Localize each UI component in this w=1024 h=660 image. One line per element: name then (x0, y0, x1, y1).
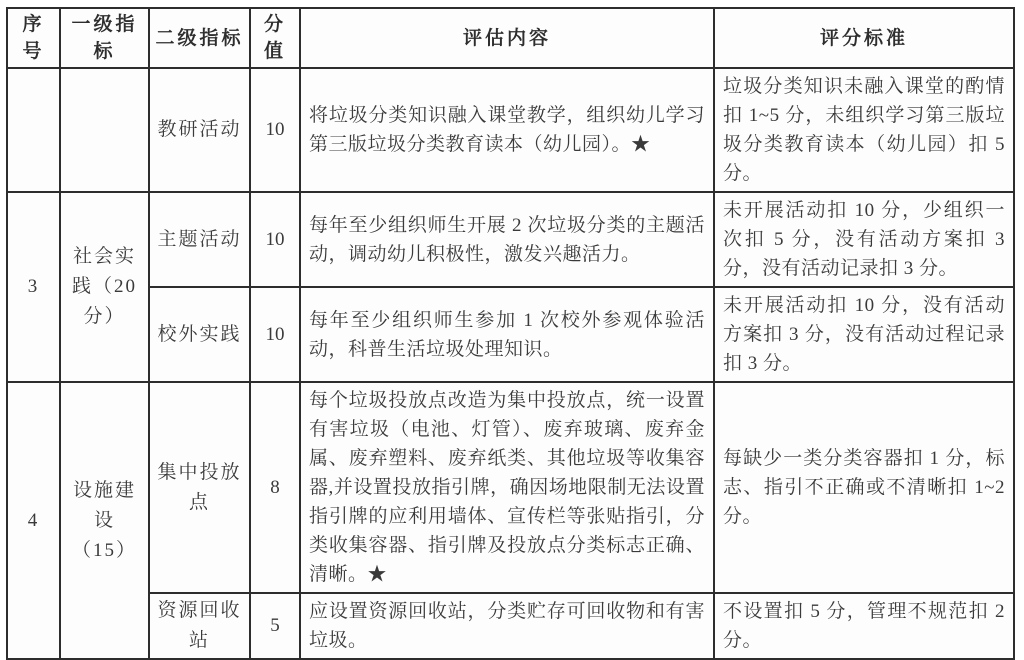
column-header-score: 分值 (250, 8, 300, 68)
cell-serial: 4 (7, 382, 60, 659)
table-row (7, 382, 1014, 593)
cell-content: 每年至少组织师生开展 2 次垃圾分类的主题活动，调动幼儿积极性，激发兴趣活力。 (300, 192, 714, 287)
cell-level2: 校外实践 (149, 287, 250, 382)
cell-standard: 每缺少一类分类容器扣 1 分，标志、指引不正确或不清晰扣 1~2 分。 (714, 382, 1014, 593)
cell-standard: 不设置扣 5 分，管理不规范扣 2 分。 (714, 593, 1014, 659)
table-row (7, 593, 1014, 659)
cell-content: 应设置资源回收站，分类贮存可回收物和有害垃圾。 (300, 593, 714, 659)
cell-content: 每年至少组织师生参加 1 次校外参观体验活动，科普生活垃圾处理知识。 (300, 287, 714, 382)
cell-serial: 3 (7, 192, 60, 382)
table-row (7, 287, 1014, 382)
cell-standard: 未开展活动扣 10 分，没有活动方案扣 3 分，没有活动过程记录扣 3 分。 (714, 287, 1014, 382)
cell-level1 (60, 68, 149, 192)
table-header-row (7, 8, 1014, 68)
cell-level2: 主题活动 (149, 192, 250, 287)
cell-standard: 未开展活动扣 10 分，少组织一次扣 5 分，没有活动方案扣 3 分，没有活动记录扣 3 分。 (714, 192, 1014, 287)
cell-score: 10 (250, 192, 300, 287)
cell-level1: 社会实践（20分） (60, 192, 149, 382)
cell-score: 8 (250, 382, 300, 593)
cell-serial (7, 68, 60, 192)
cell-level1: 设施建设（15） (60, 382, 149, 659)
table-row (7, 192, 1014, 287)
cell-standard: 垃圾分类知识未融入课堂的酌情扣 1~5 分，未组织学习第三版垃圾分类教育读本（幼儿园）扣 5 分。 (714, 68, 1014, 192)
column-header-level2: 二级指标 (149, 8, 250, 68)
evaluation-criteria-table (6, 7, 1015, 660)
cell-score: 10 (250, 68, 300, 192)
cell-content: 将垃圾分类知识融入课堂教学，组织幼儿学习第三版垃圾分类教育读本（幼儿园）。★ (300, 68, 714, 192)
cell-content: 每个垃圾投放点改造为集中投放点，统一设置有害垃圾（电池、灯管）、废弃玻璃、废弃金属、废弃塑料、废弃纸类、其他垃圾等收集容器,并设置投放指引牌，确因场地限制无法设置指引牌的应利用墙体、宣传栏等张贴指引，分类收集容器、指引牌及投放点分类标志正确、清晰。★ (300, 382, 714, 593)
column-header-serial: 序号 (7, 8, 60, 68)
column-header-level1: 一级指标 (60, 8, 149, 68)
column-header-content: 评估内容 (300, 8, 714, 68)
cell-level2: 集中投放点 (149, 382, 250, 593)
table-row (7, 68, 1014, 192)
column-header-standard: 评分标准 (714, 8, 1014, 68)
cell-level2: 教研活动 (149, 68, 250, 192)
cell-score: 5 (250, 593, 300, 659)
cell-level2: 资源回收站 (149, 593, 250, 659)
cell-score: 10 (250, 287, 300, 382)
